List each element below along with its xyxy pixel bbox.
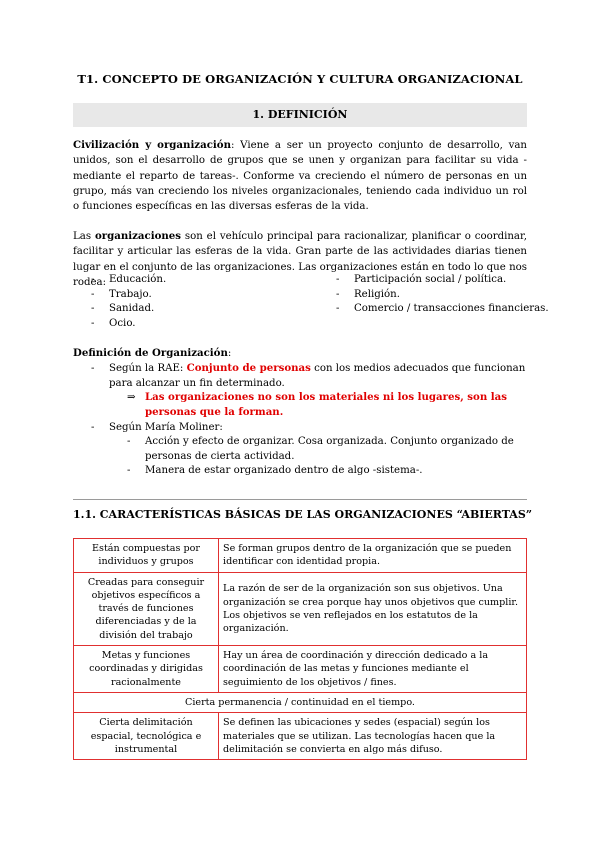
- definition-rae: [91, 361, 527, 391]
- definition-heading: [73, 347, 231, 359]
- table-cell-characteristic: Metas y funciones coordinadas y dirigidas racionalmente: [74, 646, 219, 693]
- arrow-icon: ⇒: [127, 392, 136, 403]
- table-row: [74, 713, 527, 760]
- definition-heading-text: Definición de Organización: [73, 347, 228, 359]
- table-row: [74, 692, 527, 712]
- list-item: - Educación.: [91, 273, 166, 288]
- bullet-dash: -: [91, 422, 95, 433]
- paragraph-civilizacion: [73, 138, 527, 214]
- table-cell-characteristic: Cierta delimitación espacial, tecnológica e instrumental: [74, 713, 219, 760]
- moliner-item-text: Manera de estar organizado dentro de algo -sistema-.: [145, 465, 423, 476]
- list-item: - Sanidad.: [91, 302, 166, 317]
- term-civilizacion: Civilización y organización: [73, 139, 231, 151]
- table-cell-description: Hay un área de coordinación y dirección dedicado a la coordinación de las metas y funciones mediante el seguimiento de los objetivos / fines.: [219, 646, 527, 693]
- list-areas-right: [336, 273, 549, 317]
- moliner-item: [127, 463, 527, 478]
- bullet-dash: -: [91, 363, 95, 374]
- rae-note: Las organizaciones no son los materiales ni los lugares, son las personas que la forman.: [145, 391, 507, 418]
- moliner-item-text: Acción y efecto de organizar. Cosa organizada. Conjunto organizado de personas de cierta actividad.: [145, 436, 514, 462]
- moliner-item: [127, 434, 527, 464]
- table-row: [74, 646, 527, 693]
- paragraph-civilizacion-text: : Viene a ser un proyecto conjunto de desarrollo, van unidos, son el desarrollo de grupos que se unen y organizan para facilitar su vida -mediante el reparto de tareas-. Conforme va creciendo el número de personas en un grupo, más van creciendo los niveles organizacionales, teniendo cada individuo un rol o funciones específicas en las diversas esferas de la vida.: [73, 140, 527, 213]
- section-heading-definicion: 1. DEFINICIÓN: [73, 103, 527, 127]
- list-item: - Participación social / política.: [336, 273, 549, 288]
- table-cell-characteristic: Creadas para conseguir objetivos específicos a través de funciones diferenciadas y de la división del trabajo: [74, 572, 219, 645]
- rae-prefix: Según la RAE:: [109, 363, 187, 374]
- table-row: [74, 539, 527, 573]
- paragraph-organizaciones-text: son el vehículo principal para racionalizar, planificar o coordinar, facilitar y articular las esferas de la vida. Gran parte de las actividades diarias tienen lugar en el conjunto de las organizaciones. Las organizaciones están en todo lo que nos rodea:: [73, 231, 527, 288]
- table-cell-characteristic: Están compuestas por individuos y grupos: [74, 539, 219, 573]
- rae-highlight: Conjunto de personas: [186, 362, 311, 374]
- section-divider: [73, 499, 527, 500]
- definition-moliner: [91, 420, 527, 435]
- list-item: - Trabajo.: [91, 288, 166, 303]
- moliner-label: Según María Moliner:: [109, 422, 223, 433]
- table-cell-description: La razón de ser de la organización son sus objetivos. Una organización se crea porque hay unos objetivos que cumplir. Los objetivos se ven reflejados en los estatutos de la organización.: [219, 572, 527, 645]
- list-item: - Religión.: [336, 288, 549, 303]
- list-item: - Comercio / transacciones financieras.: [336, 302, 549, 317]
- table-cell-description: Se definen las ubicaciones y sedes (espacial) según los materiales que se utilizan. Las tecnologías hacen que la delimitación se convierta en algo más difuso.: [219, 713, 527, 760]
- list-item: - Ocio.: [91, 317, 166, 332]
- characteristics-table: [73, 538, 527, 760]
- list-areas-left: [91, 273, 166, 331]
- definition-heading-colon: :: [227, 348, 232, 359]
- table-cell-full: Cierta permanencia / continuidad en el tiempo.: [74, 692, 527, 712]
- bullet-dash: -: [127, 436, 131, 447]
- document-title: T1. CONCEPTO DE ORGANIZACIÓN Y CULTURA ORGANIZACIONAL: [77, 72, 523, 86]
- table-row: [74, 572, 527, 645]
- bullet-dash: -: [127, 465, 131, 476]
- rae-text: con los medios adecuados que funcionan para alcanzar un fin determinado.: [109, 363, 526, 389]
- term-organizaciones: organizaciones: [94, 230, 181, 242]
- paragraph-organizaciones-prefix: Las: [73, 231, 95, 242]
- section-heading-caracteristicas: 1.1. CARACTERÍSTICAS BÁSICAS DE LAS ORGANIZACIONES “ABIERTAS”: [73, 508, 533, 521]
- table-cell-description: Se forman grupos dentro de la organización que se pueden identificar con identidad propia.: [219, 539, 527, 573]
